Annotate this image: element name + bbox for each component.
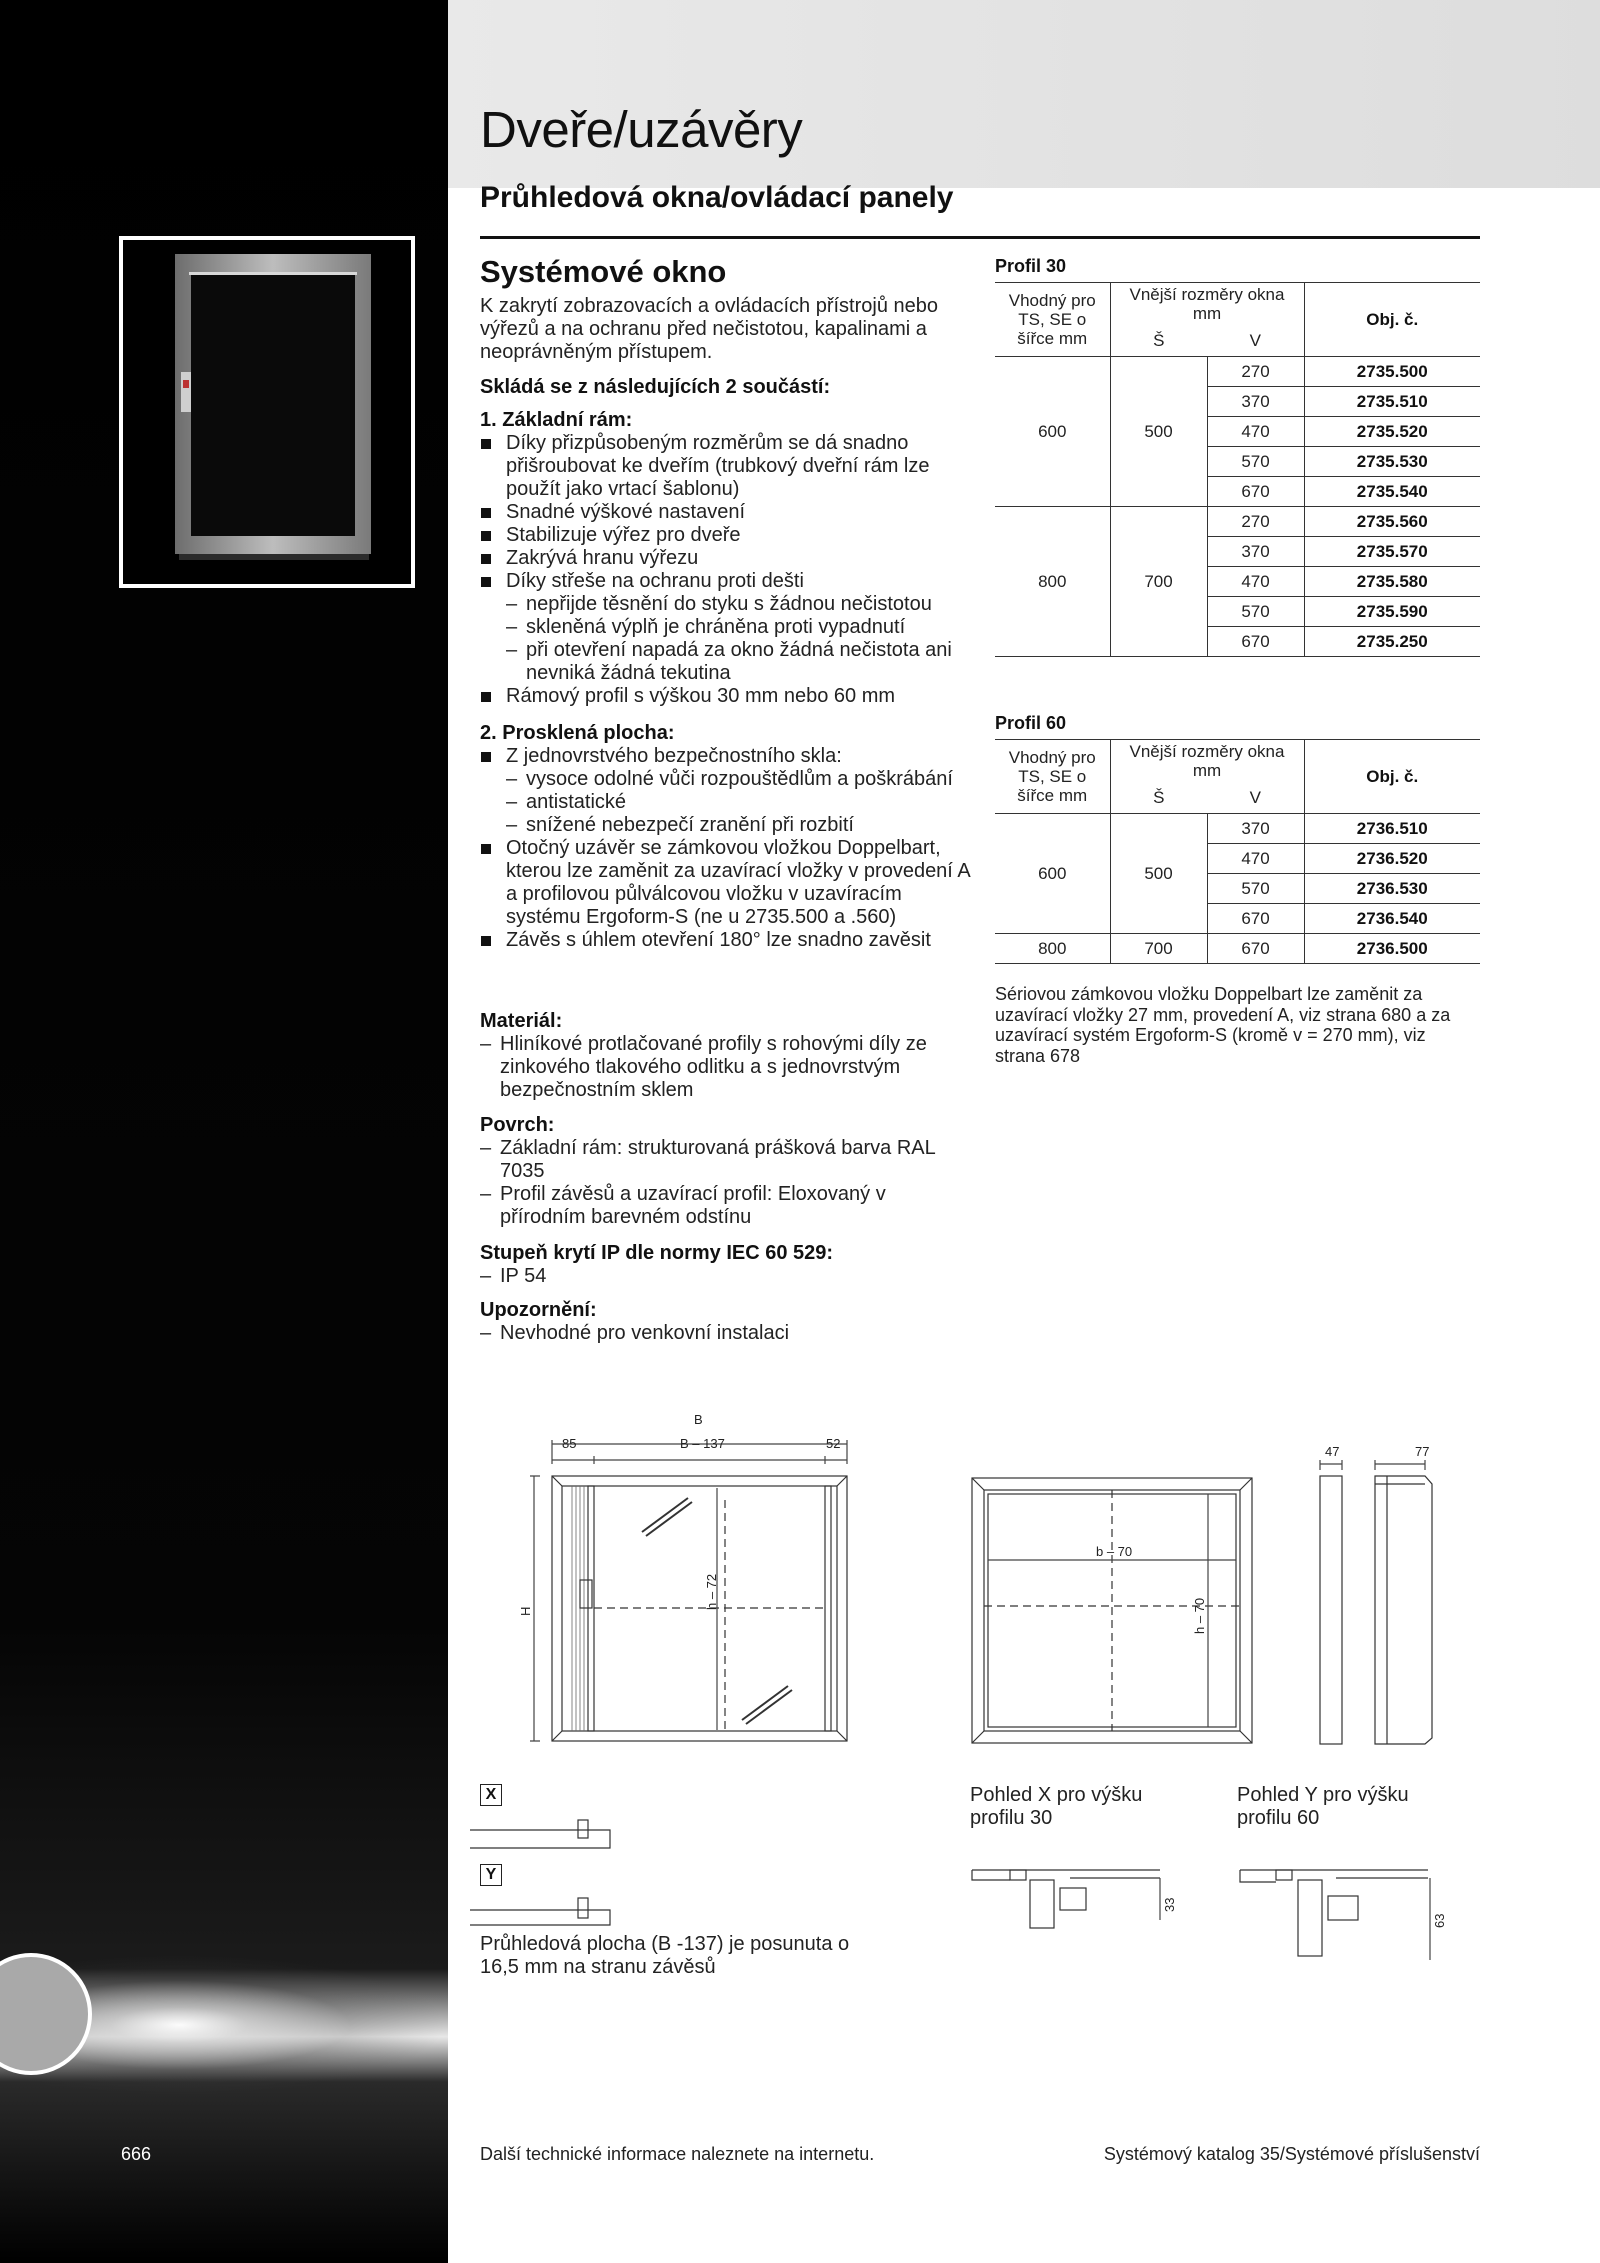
cell-order-number: 2735.580	[1304, 567, 1480, 597]
cell-height: 370	[1207, 387, 1304, 417]
header-width: Š	[1110, 326, 1207, 357]
cell-height: 370	[1207, 814, 1304, 844]
glass-item: Závěs s úhlem otevření 180° lze snadno zavěsit	[480, 929, 970, 952]
cell-width: 700	[1110, 934, 1207, 964]
product-photo	[119, 236, 415, 588]
page-subtitle: Průhledová okna/ovládací panely	[480, 181, 954, 214]
cell-height: 570	[1207, 874, 1304, 904]
cell-order-number: 2735.530	[1304, 447, 1480, 477]
cell-fit: 800	[995, 934, 1110, 964]
cell-height: 570	[1207, 597, 1304, 627]
dim-h-70: h – 70	[1192, 1597, 1207, 1634]
cell-width: 700	[1110, 507, 1207, 657]
header-dims: Vnější rozměry okna mm	[1110, 740, 1304, 783]
product-intro: K zakrytí zobrazovacích a ovládacích přístrojů nebo výřezů a na ochranu před nečistotou, kapalinami a neoprávněným přístupem.	[480, 295, 939, 363]
header-height: V	[1207, 783, 1304, 814]
frame-item: Zakrývá hranu výřezu	[480, 547, 970, 570]
drawing-caption: Průhledová plocha (B -137) je posunuta o 16,5 mm na stranu závěsů	[480, 1933, 850, 1978]
frame-item: Snadné výškové nastavení	[480, 501, 970, 524]
frame-item: Rámový profil s výškou 30 mm nebo 60 mm	[480, 685, 970, 708]
glass-subitem: – vysoce odolné vůči rozpouštědlům a poškrábání	[506, 768, 970, 791]
cell-height: 470	[1207, 417, 1304, 447]
cell-order-number: 2736.540	[1304, 904, 1480, 934]
page-title: Dveře/uzávěry	[480, 101, 803, 158]
profile60-table	[995, 739, 1480, 964]
surface-item: – Profil závěsů a uzavírací profil: Eloxovaný v přírodním barevném odstínu	[480, 1183, 970, 1229]
dim-77: 77	[1415, 1444, 1430, 1459]
header-height: V	[1207, 326, 1304, 357]
table-note: Sériovou zámkovou vložku Doppelbart lze zaměnit za uzavírací vložky 27 mm, provedení A, viz strana 680 a za uzavírací systém Ergoform-S (kromě v = 270 mm), viz strana 678	[995, 984, 1451, 1066]
cell-order-number: 2735.520	[1304, 417, 1480, 447]
cell-height: 670	[1207, 627, 1304, 657]
cell-order-number: 2735.560	[1304, 507, 1480, 537]
frame-item: Stabilizuje výřez pro dveře	[480, 524, 970, 547]
glass-item: Otočný uzávěr se zámkovou vložkou Doppelbart, kterou lze zaměnit za uzavírací vložky v provedení A a profilovou půlválcovou vložku v uzavíracím systému Ergoform-S (ne u 2735.500 a .560)	[480, 837, 970, 929]
rain-subitem: – při otevření napadá za okno žádná nečistota ani nevniká žádná tekutina	[506, 639, 970, 685]
frame-item-text: Díky střeše na ochranu proti dešti	[506, 570, 804, 592]
table-row	[995, 357, 1480, 387]
cell-order-number: 2736.500	[1304, 934, 1480, 964]
glass-section	[480, 722, 970, 952]
detail-y-label: Y	[480, 1864, 502, 1886]
rain-subitem: – nepřijde těsnění do styku s žádnou nečistotou	[506, 593, 970, 616]
frame-item	[480, 570, 970, 685]
cell-height: 470	[1207, 844, 1304, 874]
detail-x-label: X	[480, 1784, 502, 1806]
cell-fit: 800	[995, 507, 1110, 657]
cell-height: 670	[1207, 934, 1304, 964]
cell-order-number: 2735.250	[1304, 627, 1480, 657]
header-fit: Vhodný pro TS, SE o šířce mm	[995, 283, 1110, 357]
footer-right: Systémový katalog 35/Systémové příslušenství	[1103, 2144, 1480, 2164]
cell-order-number: 2735.510	[1304, 387, 1480, 417]
cell-height: 670	[1207, 477, 1304, 507]
glass-subitem: – antistatické	[506, 791, 970, 814]
parts-heading: Skládá se z následujících 2 součástí:	[480, 376, 831, 398]
header-order: Obj. č.	[1304, 283, 1480, 357]
table-row	[995, 934, 1480, 964]
profile30-table	[995, 282, 1480, 657]
frame-heading: 1. Základní rám:	[480, 409, 633, 431]
rain-subitem: – skleněná výplň je chráněna proti vypadnutí	[506, 616, 970, 639]
ip-section	[480, 1242, 970, 1288]
surface-item: – Základní rám: strukturovaná prášková barva RAL 7035	[480, 1137, 970, 1183]
cell-width: 500	[1110, 357, 1207, 507]
cell-order-number: 2736.530	[1304, 874, 1480, 904]
page-number: 666	[121, 2144, 152, 2164]
dim-b-137: B – 137	[680, 1436, 725, 1451]
material-heading: Materiál:	[480, 1010, 563, 1032]
glass-heading: 2. Prosklená plocha:	[480, 722, 675, 744]
header-rule	[480, 236, 1480, 239]
header-dims: Vnější rozměry okna mm	[1110, 283, 1304, 326]
dim-52: 52	[826, 1436, 841, 1451]
cell-fit: 600	[995, 357, 1110, 507]
glass-item-text: Z jednovrstvého bezpečnostního skla:	[506, 745, 842, 767]
material-section	[480, 1010, 970, 1102]
table-row	[995, 507, 1480, 537]
system-window-image	[123, 240, 411, 584]
dim-b-70: b – 70	[1096, 1544, 1133, 1559]
cell-order-number: 2736.520	[1304, 844, 1480, 874]
dim-33: 33	[1162, 1897, 1177, 1912]
cell-width: 500	[1110, 814, 1207, 934]
cell-height: 470	[1207, 567, 1304, 597]
cell-order-number: 2735.500	[1304, 357, 1480, 387]
cell-order-number: 2736.510	[1304, 814, 1480, 844]
material-text: – Hliníkové protlačované profily s rohovými díly ze zinkového tlakového odlitku a s jednovrstvým bezpečnostním sklem	[480, 1033, 970, 1102]
cell-height: 570	[1207, 447, 1304, 477]
cell-height: 670	[1207, 904, 1304, 934]
cell-height: 270	[1207, 507, 1304, 537]
dim-85: 85	[562, 1436, 577, 1451]
dim-b: B	[694, 1412, 703, 1427]
header-width: Š	[1110, 783, 1207, 814]
cell-order-number: 2735.570	[1304, 537, 1480, 567]
table60-title: Profil 60	[995, 713, 1067, 733]
footer-left: Další technické informace naleznete na internetu.	[480, 2144, 875, 2164]
view-y-caption: Pohled Y pro výšku profilu 60	[1237, 1784, 1409, 1829]
ip-value: – IP 54	[480, 1265, 970, 1288]
header-band	[448, 0, 1600, 188]
warning-section	[480, 1299, 970, 1345]
surface-section	[480, 1114, 970, 1229]
glass-subitem: – snížené nebezpečí zranění při rozbití	[506, 814, 970, 837]
header-order: Obj. č.	[1304, 740, 1480, 814]
technical-drawings	[470, 1400, 1480, 1990]
surface-heading: Povrch:	[480, 1114, 555, 1136]
frame-item: Díky přizpůsobeným rozměrům se dá snadno přišroubovat ke dveřím (trubkový dveřní rám lze použít jako vrtací šablonu)	[480, 432, 970, 501]
glass-item	[480, 745, 970, 837]
product-title: Systémové okno	[480, 254, 727, 289]
warning-heading: Upozornění:	[480, 1299, 597, 1321]
cell-fit: 600	[995, 814, 1110, 934]
dim-47: 47	[1325, 1444, 1340, 1459]
dim-63: 63	[1432, 1913, 1447, 1928]
dim-h-72: h – 72	[704, 1573, 719, 1610]
table30-title: Profil 30	[995, 256, 1067, 276]
header-fit: Vhodný pro TS, SE o šířce mm	[995, 740, 1110, 814]
ip-heading: Stupeň krytí IP dle normy IEC 60 529:	[480, 1242, 834, 1264]
dim-h: H	[518, 1606, 533, 1616]
cell-height: 270	[1207, 357, 1304, 387]
view-x-caption: Pohled X pro výšku profilu 30	[970, 1784, 1143, 1829]
cell-height: 370	[1207, 537, 1304, 567]
cell-order-number: 2735.590	[1304, 597, 1480, 627]
warning-text: – Nevhodné pro venkovní instalaci	[480, 1322, 970, 1345]
frame-section	[480, 409, 970, 708]
table-row	[995, 814, 1480, 844]
cell-order-number: 2735.540	[1304, 477, 1480, 507]
